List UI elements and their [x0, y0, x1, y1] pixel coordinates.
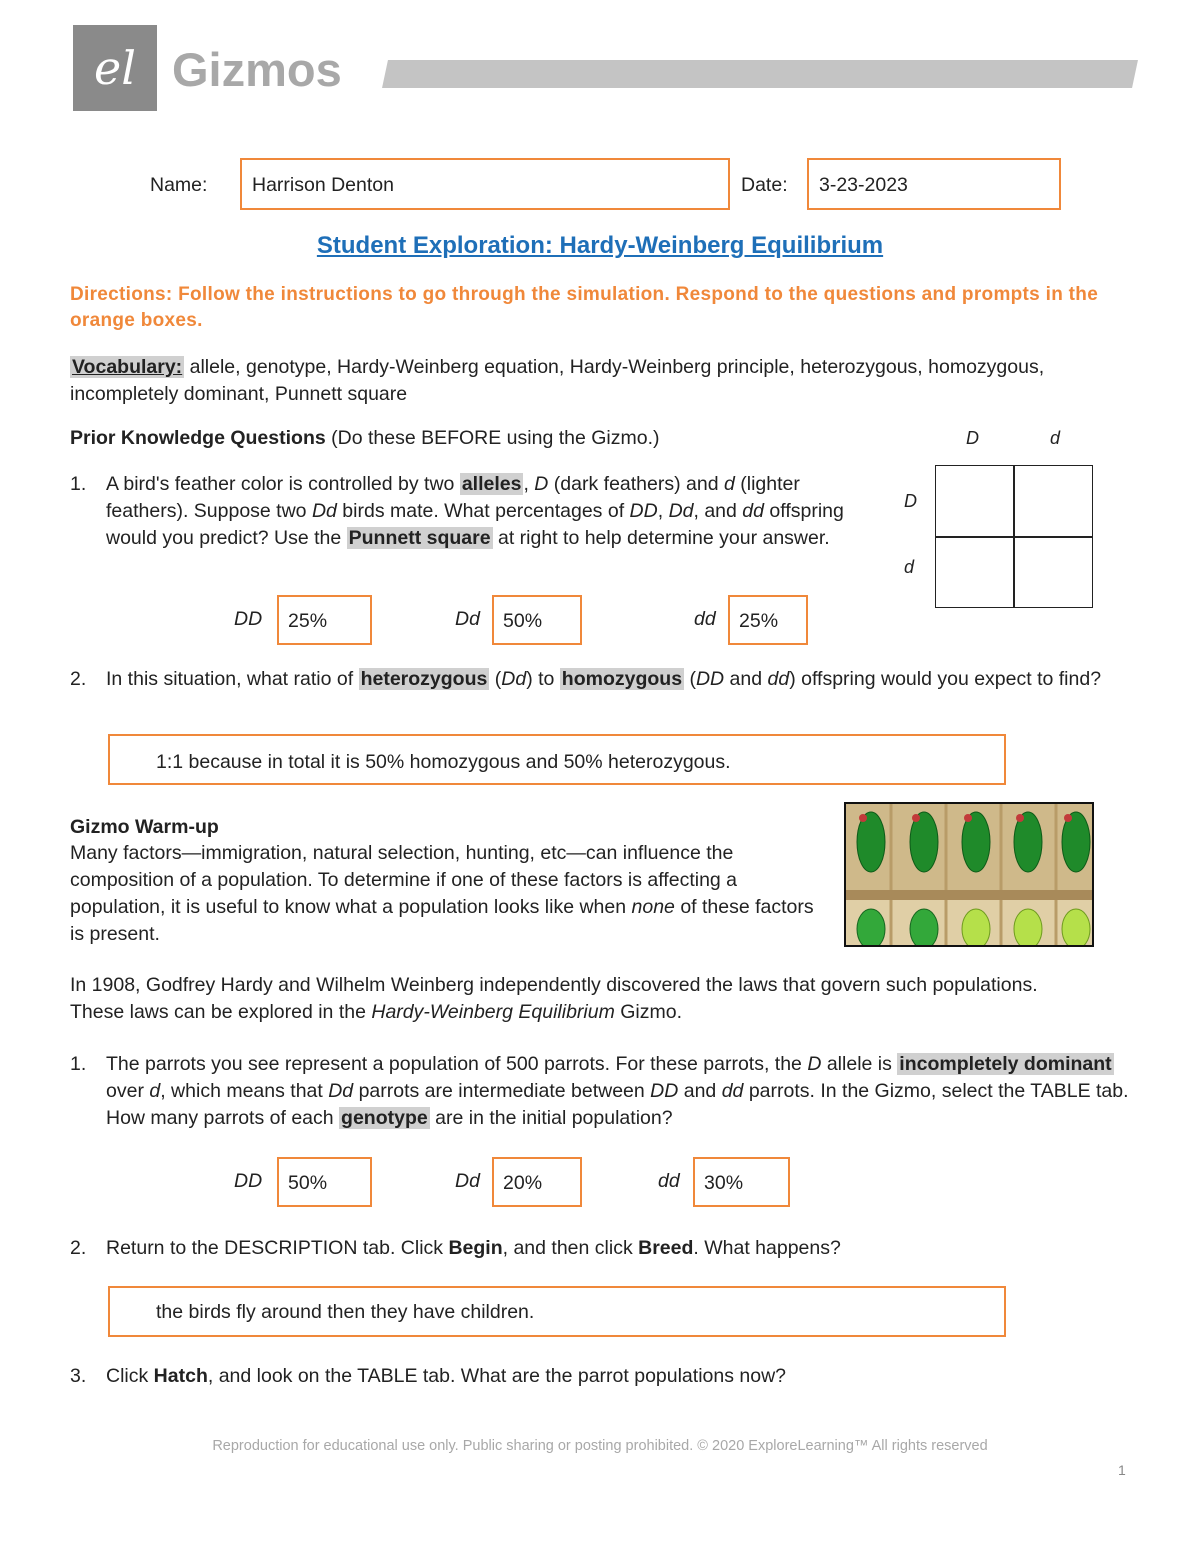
page-number: 1 — [1118, 1462, 1126, 1478]
warmup-q1-text: The parrots you see represent a population of 500 parrots. For these parrots, the D allele is incompletely dominant over d, which means that Dd parrots are intermediate between DD and dd parrots. In the Gizmo, select the TABLE tab. How many parrots of each genotype are in the initial population? — [106, 1053, 1129, 1129]
warmup-answer-dd-het-field[interactable]: 20% — [492, 1157, 582, 1207]
name-label: Name: — [150, 174, 208, 196]
punnett-row-label-1: D — [904, 491, 917, 511]
punnett-col-label-2: d — [1050, 428, 1061, 448]
answer-dd-label: DD — [234, 608, 263, 630]
prior-heading-label: Prior Knowledge Questions — [70, 427, 326, 449]
vocabulary-list: allele, genotype, Hardy-Weinberg equation, Hardy-Weinberg principle, heterozygous, homozygous, incompletely dominant, Punnett square — [70, 356, 1045, 405]
warmup-q2-number: 2. — [70, 1237, 87, 1259]
warmup-answer-dd-rec-field[interactable]: 30% — [693, 1157, 790, 1207]
logo-text: el — [94, 41, 136, 95]
q2-answer-box[interactable] — [108, 734, 1006, 785]
brand-name: Gizmos — [172, 43, 342, 96]
answer-dd-het-label: Dd — [455, 608, 480, 630]
date-value: 3-23-2023 — [819, 174, 908, 196]
punnett-square — [935, 465, 1093, 608]
warmup-answer-dd-field[interactable]: 50% — [277, 1157, 372, 1207]
warmup-answer-dd-het-label: Dd — [455, 1170, 480, 1192]
warmup-paragraph-1: Many factors—immigration, natural selection, hunting, etc—can influence the composition of a population. To determine if one of these factors is affecting a population, it is useful to know what a population looks like when none of these factors is present. — [70, 842, 814, 945]
answer-dd-field[interactable]: 25% — [277, 595, 372, 645]
vocabulary — [70, 354, 1130, 408]
warmup-answer-dd-rec-label: dd — [658, 1170, 680, 1192]
warmup-q3-number: 3. — [70, 1365, 87, 1387]
prior-heading — [70, 425, 660, 452]
warmup-heading: Gizmo Warm-up — [70, 816, 219, 838]
q1-text: A bird's feather color is controlled by two alleles , D (dark feathers) and d (lighter feathers). Suppose two Dd birds mate. What percentages of DD, Dd, and dd offspring would you predict? Use the Punnett square at right to help determine your answer. — [106, 473, 844, 549]
date-field[interactable] — [807, 158, 1061, 210]
answer-dd-rec-label: dd — [694, 608, 716, 630]
warmup-answer-dd-label: DD — [234, 1170, 263, 1192]
q1-number: 1. — [70, 473, 87, 495]
punnett-col-label-1: D — [966, 428, 979, 448]
name-value: Harrison Denton — [252, 174, 394, 196]
q2-number: 2. — [70, 668, 87, 690]
vocabulary-label: Vocabulary: — [72, 356, 183, 378]
parrots-image — [844, 802, 1094, 947]
name-field[interactable] — [240, 158, 730, 210]
page-title: Student Exploration: Hardy-Weinberg Equilibrium — [316, 232, 884, 259]
directions: Directions: Follow the instructions to go through the simulation. Respond to the questions and prompts in the orange boxes. — [70, 284, 1099, 331]
date-label: Date: — [741, 174, 788, 196]
q2-text: In this situation, what ratio of heterozygous (Dd) to homozygous (DD and dd) offspring would you expect to find? — [106, 668, 1102, 690]
footer-notice: Reproduction for educational use only. Public sharing or posting prohibited. © 2020 ExploreLearning™ All rights reserved — [212, 1438, 988, 1454]
warmup-q2-answer-box[interactable] — [108, 1286, 1006, 1337]
warmup-q3-text: Click Hatch, and look on the TABLE tab. What are the parrot populations now? — [106, 1365, 787, 1387]
warmup-q2-answer: the birds fly around then they have children. — [156, 1301, 535, 1323]
warmup-q1-number: 1. — [70, 1053, 87, 1075]
warmup-paragraph-2: In 1908, Godfrey Hardy and Wilhelm Weinberg independently discovered the laws that govern such populations. These laws can be explored in the Hardy-Weinberg Equilibrium Gizmo. — [70, 974, 1038, 1023]
answer-dd-het-field[interactable]: 50% — [492, 595, 582, 645]
answer-dd-rec-field[interactable]: 25% — [728, 595, 808, 645]
q2-answer: 1:1 because in total it is 50% homozygous and 50% heterozygous. — [156, 751, 731, 773]
warmup-q2-text: Return to the DESCRIPTION tab. Click Begin, and then click Breed. What happens? — [106, 1237, 841, 1259]
prior-note: (Do these BEFORE using the Gizmo.) — [325, 427, 660, 449]
header-bar — [382, 60, 1138, 88]
punnett-row-label-2: d — [904, 557, 915, 577]
logo — [73, 25, 157, 111]
